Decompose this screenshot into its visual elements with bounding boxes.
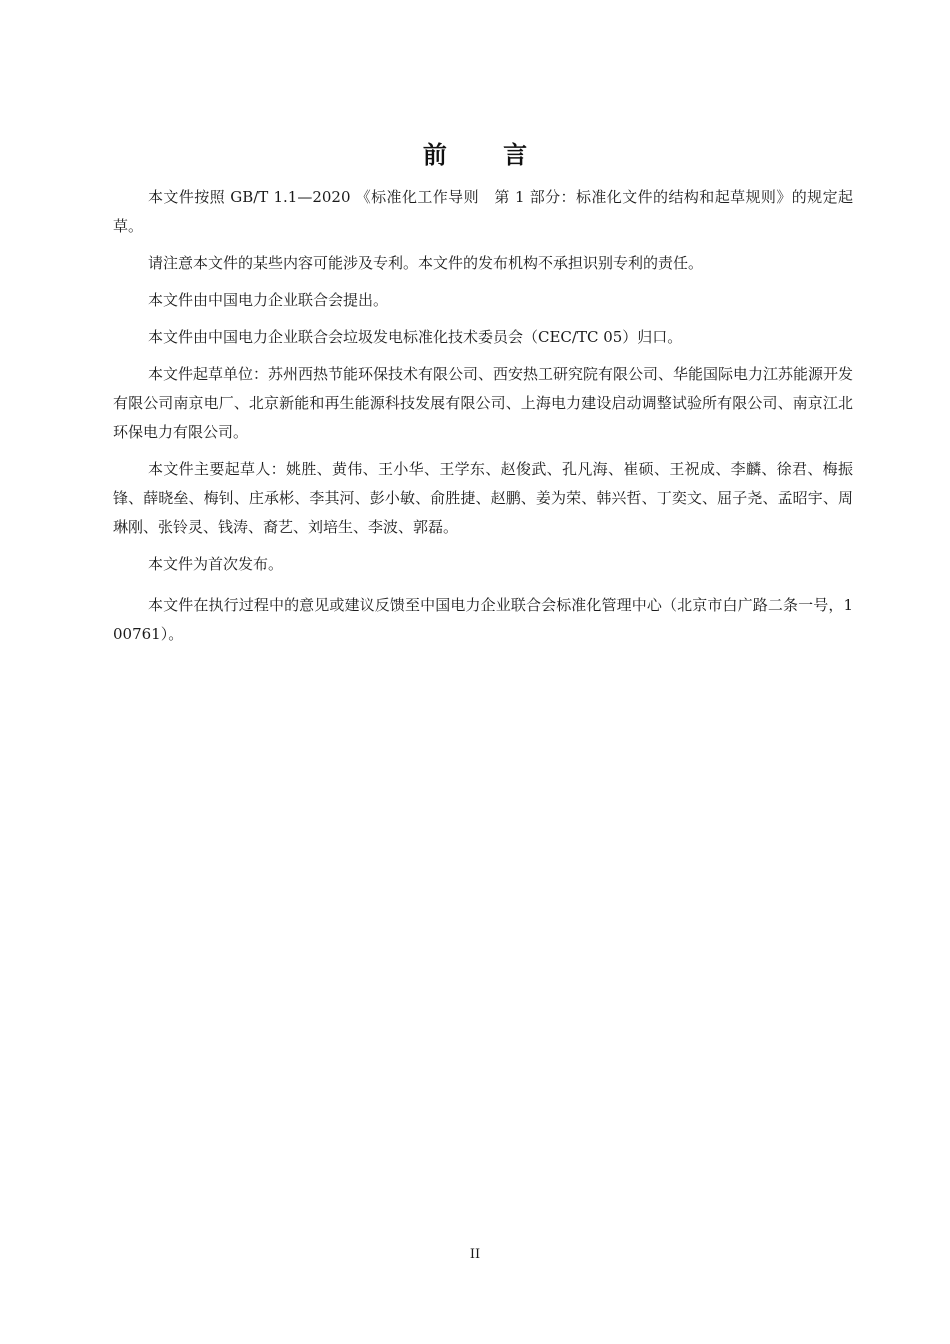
paragraph-first-release: 本文件为首次发布。	[148, 555, 284, 573]
page-title: 前 言	[422, 141, 552, 169]
paragraph-drafting-rules: 本文件按照 GB/T 1.1—2020 《标准化工作导则 第 1 部分：标准化文件的结构和起草规则》的规定起草。	[113, 188, 853, 235]
paragraph-patent-notice: 请注意本文件的某些内容可能涉及专利。本文件的发布机构不承担识别专利的责任。	[148, 254, 704, 272]
paragraph-main-drafters: 本文件主要起草人：姚胜、黄伟、王小华、王学东、赵俊武、孔凡海、崔硕、王祝成、李麟、徐君、梅振锋、薛晓垒、梅钊、庄承彬、李其河、彭小敏、俞胜捷、赵鹏、姜为荣、韩兴哲、丁奕文、屈子尧、孟昭宇、周琳刚、张铃灵、钱涛、裔艺、刘培生、李波、郭磊。	[113, 460, 853, 536]
paragraph-under-jurisdiction: 本文件由中国电力企业联合会垃圾发电标准化技术委员会（CEC/TC 05）归口。	[148, 328, 683, 346]
paragraph-drafting-organizations: 本文件起草单位：苏州西热节能环保技术有限公司、西安热工研究院有限公司、华能国际电力江苏能源开发有限公司南京电厂、北京新能和再生能源科技发展有限公司、上海电力建设启动调整试验所有限公司、南京江北环保电力有限公司。	[113, 365, 854, 441]
paragraph-feedback-contact: 本文件在执行过程中的意见或建议反馈至中国电力企业联合会标准化管理中心（北京市白广路二条一号，100761）。	[113, 596, 853, 643]
paragraph-proposed-by: 本文件由中国电力企业联合会提出。	[148, 291, 389, 309]
page-number: II	[469, 1247, 481, 1262]
document-body	[113, 183, 853, 657]
